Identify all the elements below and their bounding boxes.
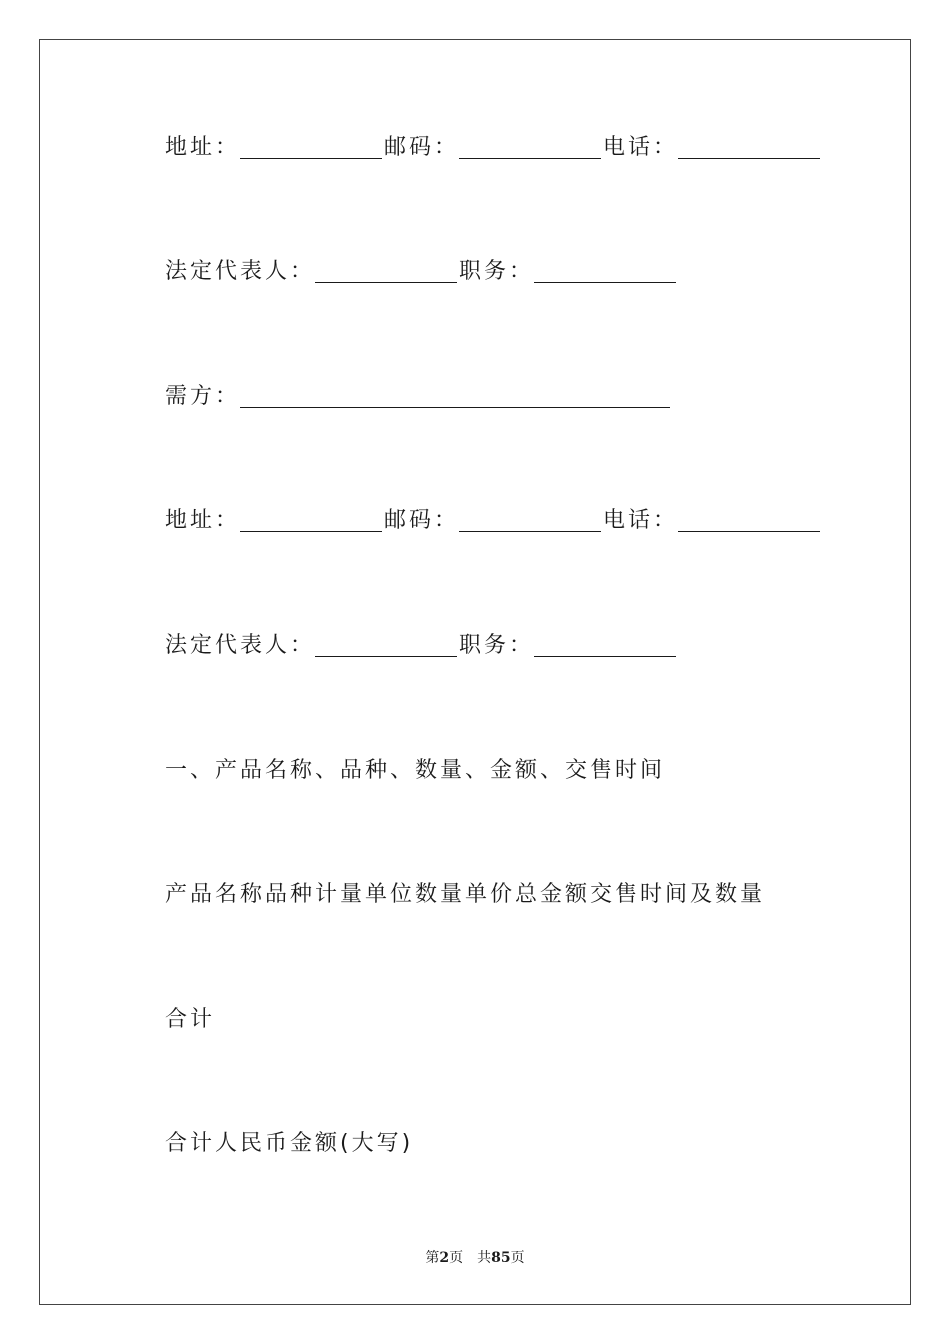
buyer-label: 需方： xyxy=(165,384,241,409)
address-label: 地址： xyxy=(165,135,241,160)
total-pages: 85 xyxy=(491,1250,511,1266)
total-text: 合计 xyxy=(165,1007,216,1032)
total-prefix: 共 xyxy=(477,1250,492,1266)
total-rmb-text: 合计人民币金额(大写) xyxy=(165,1131,414,1156)
page-suffix: 页 xyxy=(449,1250,464,1266)
page-number: 2 xyxy=(439,1250,450,1266)
legal-rep-blank[interactable] xyxy=(315,260,457,283)
buyer-line xyxy=(165,382,672,412)
title-label: 职务： xyxy=(459,259,535,284)
product-table-header-text: 产品名称品种计量单位数量单价总金额交售时间及数量 xyxy=(165,882,766,907)
phone-blank[interactable] xyxy=(678,509,820,532)
title-label: 职务： xyxy=(459,633,535,658)
address-blank[interactable] xyxy=(240,136,382,159)
product-table-header xyxy=(165,880,765,910)
postcode-blank[interactable] xyxy=(459,509,601,532)
page-prefix: 第 xyxy=(425,1250,440,1266)
postcode-blank[interactable] xyxy=(459,136,601,159)
title-blank[interactable] xyxy=(534,634,676,657)
phone-blank[interactable] xyxy=(678,136,820,159)
legal-rep-label: 法定代表人： xyxy=(165,633,316,658)
buyer-rep-line xyxy=(165,631,678,661)
address-label: 地址： xyxy=(165,508,241,533)
postcode-label: 邮码： xyxy=(384,508,460,533)
page-footer xyxy=(0,1247,950,1267)
postcode-label: 邮码： xyxy=(384,135,460,160)
section-one-heading xyxy=(165,756,665,786)
title-blank[interactable] xyxy=(534,260,676,283)
buyer-blank[interactable] xyxy=(240,385,670,408)
buyer-contact-line xyxy=(165,506,822,536)
page-border xyxy=(39,39,911,1305)
legal-rep-blank[interactable] xyxy=(315,634,457,657)
address-blank[interactable] xyxy=(240,509,382,532)
total-rmb-line xyxy=(165,1129,413,1159)
phone-label: 电话： xyxy=(603,135,679,160)
supplier-rep-line xyxy=(165,257,678,287)
legal-rep-label: 法定代表人： xyxy=(165,259,316,284)
supplier-contact-line xyxy=(165,133,822,163)
phone-label: 电话： xyxy=(603,508,679,533)
section-one-heading-text: 一、产品名称、品种、数量、金额、交售时间 xyxy=(165,758,666,783)
total-suffix: 页 xyxy=(510,1250,525,1266)
total-line xyxy=(165,1005,215,1035)
